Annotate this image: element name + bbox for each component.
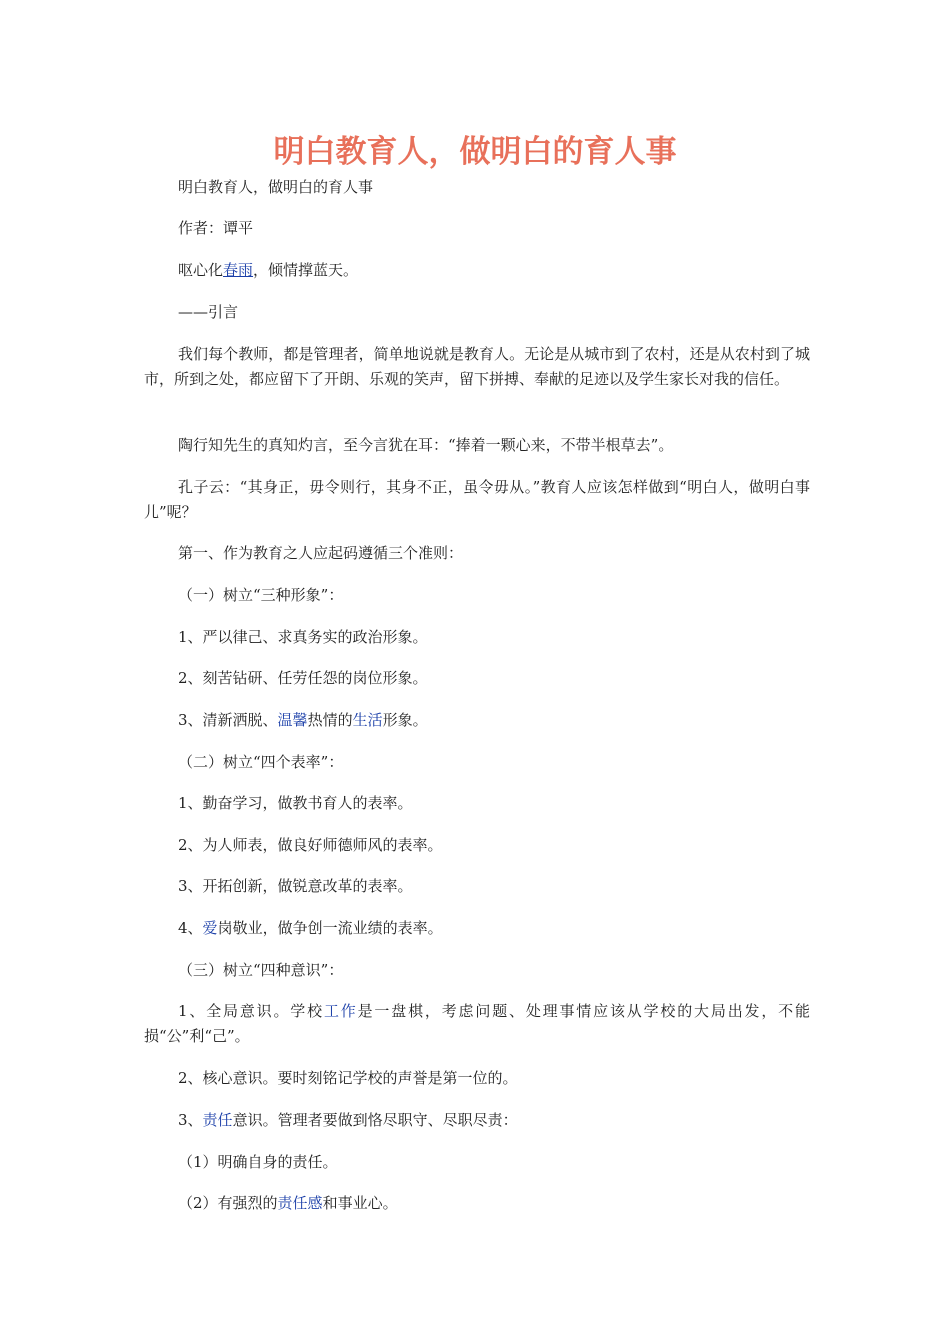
item-text-pre: 3、 <box>178 1111 203 1129</box>
link-ai[interactable]: 爱 <box>202 919 218 937</box>
item-text-post: 和事业心。 <box>322 1194 398 1212</box>
first-principle-heading: 第一、作为教育之人应起码遵循三个准则： <box>178 544 464 562</box>
item-text-pre: 4、 <box>178 919 203 937</box>
epigraph-post: ，倾情撑蓝天。 <box>253 261 359 279</box>
item-text-post: 是一盘棋，考虑问题、处理事情应该从学校的大局出发，不能损“公”利“己”。 <box>144 1002 810 1045</box>
link-chunyu[interactable]: 春雨 <box>223 261 254 279</box>
item-text-pre: 1、全局意识。学校 <box>178 1002 324 1020</box>
section-2-item-2: 2、为人师表，做良好师德师风的表率。 <box>178 836 443 854</box>
link-wenxin[interactable]: 温馨 <box>277 711 308 729</box>
section-1-item-1: 1、严以律己、求真务实的政治形象。 <box>178 628 428 646</box>
section-2-item-1: 1、勤奋学习，做教书育人的表率。 <box>178 794 413 812</box>
section-1-item-2: 2、刻苦钻研、任劳任怨的岗位形象。 <box>178 669 428 687</box>
paragraph-3: 孔子云：“其身正，毋令则行，其身不正，虽令毋从。”教育人应该怎样做到“明白人，做明白事儿”呢？ <box>144 478 810 521</box>
item-text-post: 意识。管理者要做到恪尽职守、尽职尽责： <box>232 1111 518 1129</box>
document-title: 明白教育人，做明白的育人事 <box>273 134 677 170</box>
link-shenghuo[interactable]: 生活 <box>352 711 383 729</box>
section-1-heading: （一）树立“三种形象”： <box>178 586 344 604</box>
item-text-post: 形象。 <box>382 711 428 729</box>
section-2-item-3: 3、开拓创新，做锐意改革的表率。 <box>178 877 413 895</box>
epigraph <box>178 258 358 282</box>
epigraph-source: ——引言 <box>178 303 239 321</box>
link-gongzuo[interactable]: 工作 <box>323 1002 358 1020</box>
section-3-subitem-2 <box>178 1191 398 1215</box>
author-line: 作者：谭平 <box>178 219 254 237</box>
section-3-item-2: 2、核心意识。要时刻铭记学校的声誉是第一位的。 <box>178 1069 518 1087</box>
paragraph-1: 我们每个教师，都是管理者，简单地说就是教育人。无论是从城市到了农村，还是从农村到了城市，所到之处，都应留下了开朗、乐观的笑声，留下拼搏、奉献的足迹以及学生家长对我的信任。 <box>144 345 810 388</box>
section-3-heading: （三）树立“四种意识”： <box>178 961 344 979</box>
section-1-item-3 <box>178 708 428 732</box>
section-3-item-1 <box>144 999 810 1049</box>
paragraph-2: 陶行知先生的真知灼言，至今言犹在耳：“捧着一颗心来，不带半根草去”。 <box>178 436 674 454</box>
link-zeren[interactable]: 责任 <box>202 1111 233 1129</box>
item-text-mid: 热情的 <box>307 711 353 729</box>
epigraph-pre: 呕心化 <box>178 261 224 279</box>
section-2-heading: （二）树立“四个表率”： <box>178 753 344 771</box>
item-text-post: 岗敬业，做争创一流业绩的表率。 <box>217 919 443 937</box>
section-3-item-3 <box>178 1108 518 1132</box>
item-text-pre: 3、清新洒脱、 <box>178 711 278 729</box>
section-2-item-4 <box>178 916 443 940</box>
document-subtitle: 明白教育人，做明白的育人事 <box>178 178 374 196</box>
link-zerengan[interactable]: 责任感 <box>277 1194 323 1212</box>
section-3-subitem-1: （1）明确自身的责任。 <box>178 1153 338 1171</box>
item-text-pre: （2）有强烈的 <box>178 1194 278 1212</box>
